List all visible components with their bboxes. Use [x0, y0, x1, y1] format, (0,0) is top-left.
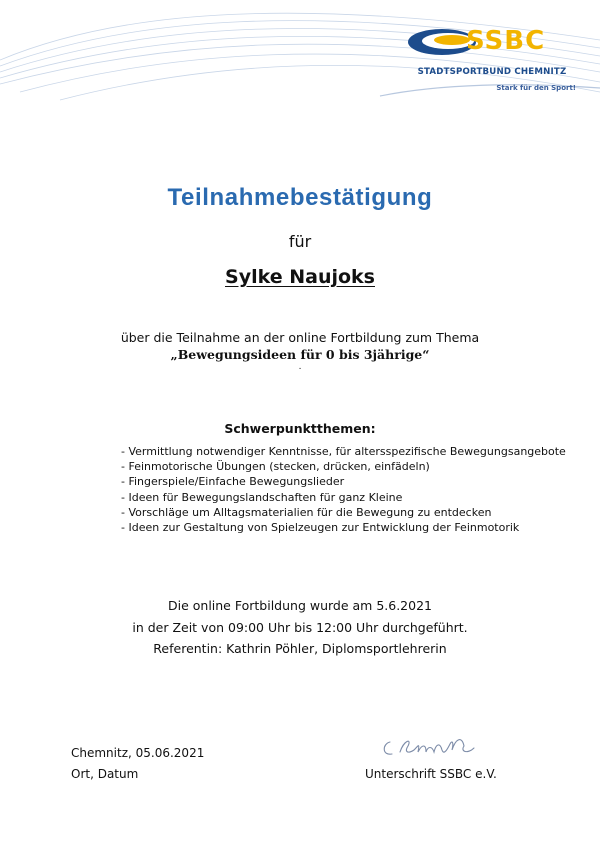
list-item: - Vorschläge um Alltagsmaterialien für die Bewegung zu entdecken — [121, 505, 492, 519]
logo-organisation-name: STADTSPORTBUND CHEMNITZ — [417, 67, 567, 77]
focus-list — [121, 444, 566, 535]
place-date-label: Ort, Datum — [71, 767, 139, 781]
speaker-line: Referentin: Kathrin Pöhler, Diplomsportlehrerin — [153, 641, 447, 656]
ssbc-logo — [404, 22, 580, 100]
list-item: - Vermittlung notwendiger Kenntnisse, für altersspezifische Bewegungsangebote — [121, 445, 566, 458]
course-time-line: in der Zeit von 09:00 Uhr bis 12:00 Uhr durchgeführt. — [132, 619, 468, 635]
intro-text: über die Teilnahme an der online Fortbildung zum Thema — [120, 330, 480, 345]
signature-label: Unterschrift SSBC e.V. — [365, 767, 497, 781]
separator-dot: . — [298, 362, 302, 372]
place-date-value: Chemnitz, 05.06.2021 — [71, 746, 205, 760]
course-details — [0, 595, 600, 660]
list-item: - Ideen für Bewegungslandschaften für ganz Kleine — [121, 490, 403, 504]
handwritten-signature — [378, 732, 478, 760]
logo-slogan: Stark für den Sport! — [496, 84, 576, 92]
list-item: - Ideen zur Gestaltung von Spielzeugen zur Entwicklung der Feinmotorik — [121, 521, 520, 535]
participant-name: Sylke Naujoks — [225, 266, 375, 288]
certificate-title: Teilnahmebestätigung — [167, 184, 433, 211]
list-item: - Fingerspiele/Einfache Bewegungslieder — [121, 475, 345, 489]
course-topic: „Bewegungsideen für 0 bis 3jährige“ — [170, 347, 430, 362]
focus-heading: Schwerpunktthemen: — [224, 421, 376, 436]
list-item: - Feinmotorische Übungen (stecken, drücken, einfädeln) — [121, 460, 430, 474]
place-date-block — [71, 743, 204, 785]
logo-brand-text: SSBC — [466, 26, 546, 56]
course-date-line: Die online Fortbildung wurde am 5.6.2021 — [167, 598, 432, 613]
for-label: für — [288, 232, 312, 251]
